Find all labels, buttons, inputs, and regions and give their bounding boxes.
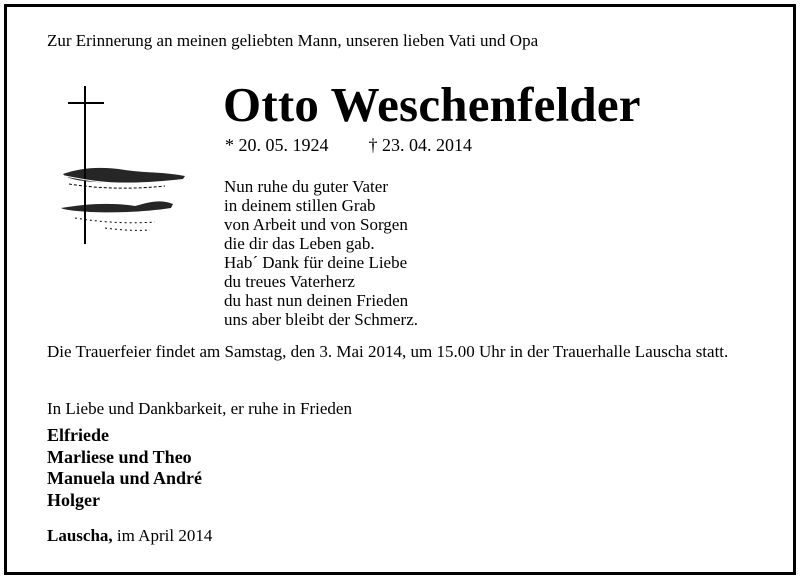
cross-landscape-icon [55,84,195,244]
birth-date: * 20. 05. 1924 [225,135,329,155]
poem-line: Nun ruhe du guter Vater [224,177,388,196]
love-line: In Liebe und Dankbarkeit, er ruhe in Frieden [47,399,352,418]
poem-line: Hab´ Dank für deine Liebe [224,253,408,272]
mourners-list [47,425,202,511]
mourner-name: Manuela und André [47,468,203,488]
poem-line: uns aber bleibt der Schmerz. [224,310,419,329]
poem-line: die dir das Leben gab. [224,234,375,253]
mourner-name: Elfriede [47,425,109,445]
mourner-name: Holger [47,489,100,510]
poem [224,177,418,329]
poem-line: du treues Vaterherz [224,272,355,291]
poem-line: von Arbeit und von Sorgen [224,215,408,234]
date-line: im April 2014 [112,526,213,545]
mourner-name: Marliese und Theo [47,446,192,467]
intro-line: Zur Erinnerung an meinen geliebten Mann, unseren lieben Vati und Opa [47,31,539,50]
ceremony-info: Die Trauerfeier findet am Samstag, den 3. Mai 2014, um 15.00 Uhr in der Trauerhalle Lauscha statt. [47,342,729,361]
death-date: † 23. 04. 2014 [368,135,472,155]
life-dates [225,135,472,156]
place-name: Lauscha, [47,526,113,545]
place-date [47,526,212,546]
poem-line: in deinem stillen Grab [224,196,376,215]
poem-line: du hast nun deinen Frieden [224,291,409,310]
deceased-name: Otto Weschenfelder [223,77,641,132]
